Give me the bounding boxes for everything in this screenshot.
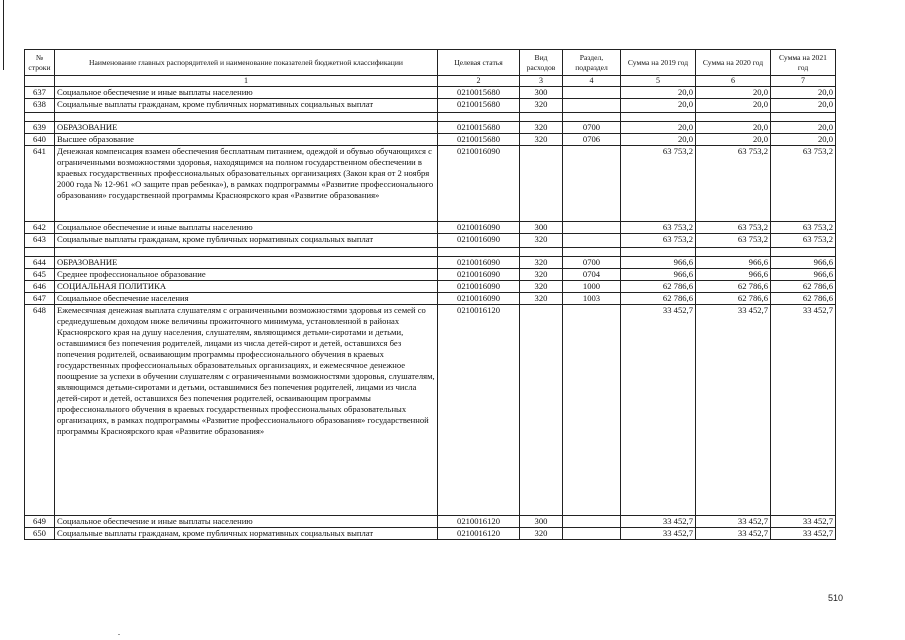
spacer-cell (25, 248, 55, 257)
header-2020: Сумма на 2020 год (696, 50, 771, 76)
spacer-cell (520, 113, 563, 122)
row-sum-2021: 33 452,7 (771, 528, 836, 540)
row-name: Денежная компенсация взамен обеспечения бесплатным питанием, одеждой и обувью обучающихся с ограниченными возможностями здоровья, находящимся на полном государственном обеспечении в краевых государственных профессиональных образовательных организациях (Закон края от 2 ноября 2000 года № 12-961 «О защите прав ребенка»), в рамках подпрограммы «Развитие профессионального образования» государственной программы Красноярского края «Развитие образования» (55, 146, 438, 222)
row-expense-type: 320 (520, 528, 563, 540)
index-cell: 4 (563, 76, 621, 87)
row-section (563, 234, 621, 248)
row-expense-type: 300 (520, 222, 563, 234)
row-sum-2020: 63 753,2 (696, 146, 771, 222)
row-section (563, 528, 621, 540)
row-sum-2019: 20,0 (621, 87, 696, 99)
row-sum-2021: 62 786,6 (771, 293, 836, 305)
row-section: 0700 (563, 122, 621, 134)
spacer-row (25, 248, 836, 257)
row-name: ОБРАЗОВАНИЕ (55, 257, 438, 269)
table-row (25, 134, 836, 146)
row-target-code: 0210016120 (438, 516, 520, 528)
row-target-code: 0210015680 (438, 134, 520, 146)
spacer-cell (55, 248, 438, 257)
row-sum-2020: 966,6 (696, 269, 771, 281)
row-number: 649 (25, 516, 55, 528)
row-section (563, 146, 621, 222)
row-number: 647 (25, 293, 55, 305)
row-expense-type: 320 (520, 281, 563, 293)
row-target-code: 0210016090 (438, 293, 520, 305)
row-sum-2021: 62 786,6 (771, 281, 836, 293)
row-sum-2021: 63 753,2 (771, 222, 836, 234)
row-name: Социальное обеспечение и иные выплаты населению (55, 222, 438, 234)
row-target-code: 0210015680 (438, 87, 520, 99)
row-sum-2020: 62 786,6 (696, 293, 771, 305)
row-sum-2020: 20,0 (696, 99, 771, 113)
row-sum-2021: 63 753,2 (771, 234, 836, 248)
row-section: 0704 (563, 269, 621, 281)
row-expense-type: 320 (520, 269, 563, 281)
row-sum-2019: 63 753,2 (621, 222, 696, 234)
row-sum-2020: 63 753,2 (696, 234, 771, 248)
row-number: 645 (25, 269, 55, 281)
table-row (25, 234, 836, 248)
row-section: 1000 (563, 281, 621, 293)
row-target-code: 0210015680 (438, 122, 520, 134)
spacer-cell (771, 248, 836, 257)
row-sum-2019: 33 452,7 (621, 305, 696, 516)
row-section: 1003 (563, 293, 621, 305)
row-sum-2019: 62 786,6 (621, 281, 696, 293)
table-row (25, 122, 836, 134)
spacer-cell (563, 113, 621, 122)
row-expense-type: 300 (520, 516, 563, 528)
row-sum-2020: 33 452,7 (696, 305, 771, 516)
row-target-code: 0210016090 (438, 269, 520, 281)
row-name: Высшее образование (55, 134, 438, 146)
row-sum-2019: 63 753,2 (621, 146, 696, 222)
row-expense-type (520, 305, 563, 516)
table-row (25, 281, 836, 293)
table-row (25, 516, 836, 528)
row-section (563, 222, 621, 234)
header-name: Наименование главных распорядителей и наименование показателей бюджетной классификации (55, 50, 438, 76)
index-cell (25, 76, 55, 87)
row-number: 641 (25, 146, 55, 222)
spacer-cell (520, 248, 563, 257)
index-cell: 5 (621, 76, 696, 87)
row-sum-2020: 966,6 (696, 257, 771, 269)
header-vid: Вид расходов (520, 50, 563, 76)
table-row (25, 293, 836, 305)
row-target-code: 0210016090 (438, 222, 520, 234)
index-cell: 7 (771, 76, 836, 87)
header-num: № строки (25, 50, 55, 76)
row-sum-2021: 20,0 (771, 134, 836, 146)
row-sum-2019: 62 786,6 (621, 293, 696, 305)
page-number: 510 (828, 593, 844, 603)
row-number: 648 (25, 305, 55, 516)
table-row (25, 269, 836, 281)
row-sum-2020: 63 753,2 (696, 222, 771, 234)
row-name: СОЦИАЛЬНАЯ ПОЛИТИКА (55, 281, 438, 293)
row-sum-2021: 20,0 (771, 122, 836, 134)
header-2021: Сумма на 2021 год (771, 50, 836, 76)
scan-speck (118, 634, 120, 635)
row-sum-2021: 63 753,2 (771, 146, 836, 222)
header-razd: Раздел, подраздел (563, 50, 621, 76)
row-name: Ежемесячная денежная выплата слушателям с ограниченными возможностями здоровья из семей со среднедушевым доходом ниже величины прожиточного минимума, установленной в районах Красноярского края на душу населения, слушателям, являющимся детьми-сиротами и детьми, оставшимися без попечения родителей, лицами из числа детей-сирот и детей, оставшихся без попечения родителей, осваивающим программы профессионального обучения в краевых государственных профессиональных образовательных организациях, и ежемесячное денежное поощрение за успехи в обучении слушателям с ограниченными возможностями здоровья, слушателям, являющимся детьми-сиротами и детьми, оставшимися без попечения родителей, лицами из числа детей-сирот и детей, оставшихся без попечения родителей, осваивающим программы профессионального обучения в краевых государственных профессиональных образовательных организациях, в рамках подпрограммы «Развитие профессионального образования» государственной программы Красноярского края «Развитие образования» (55, 305, 438, 516)
row-sum-2020: 20,0 (696, 87, 771, 99)
row-section (563, 99, 621, 113)
row-target-code: 0210016120 (438, 305, 520, 516)
spacer-cell (563, 248, 621, 257)
header-2019: Сумма на 2019 год (621, 50, 696, 76)
row-sum-2021: 20,0 (771, 87, 836, 99)
header-code: Целевая статья (438, 50, 520, 76)
table-row (25, 146, 836, 222)
row-section: 0706 (563, 134, 621, 146)
row-number: 650 (25, 528, 55, 540)
row-name: Социальные выплаты гражданам, кроме публичных нормативных социальных выплат (55, 234, 438, 248)
row-expense-type: 320 (520, 134, 563, 146)
row-section (563, 516, 621, 528)
spacer-cell (621, 248, 696, 257)
budget-table (24, 49, 836, 540)
row-sum-2019: 63 753,2 (621, 234, 696, 248)
row-name: Среднее профессиональное образование (55, 269, 438, 281)
row-sum-2020: 20,0 (696, 134, 771, 146)
row-name: Социальные выплаты гражданам, кроме публичных нормативных социальных выплат (55, 99, 438, 113)
row-name: ОБРАЗОВАНИЕ (55, 122, 438, 134)
spacer-row (25, 113, 836, 122)
row-name: Социальное обеспечение и иные выплаты населению (55, 516, 438, 528)
row-number: 646 (25, 281, 55, 293)
row-sum-2020: 33 452,7 (696, 516, 771, 528)
index-row (25, 76, 836, 87)
row-sum-2021: 33 452,7 (771, 516, 836, 528)
spacer-cell (55, 113, 438, 122)
row-expense-type: 320 (520, 99, 563, 113)
row-expense-type: 300 (520, 87, 563, 99)
row-expense-type: 320 (520, 122, 563, 134)
row-target-code: 0210015680 (438, 99, 520, 113)
row-target-code: 0210016090 (438, 234, 520, 248)
row-expense-type: 320 (520, 234, 563, 248)
index-cell: 6 (696, 76, 771, 87)
row-number: 638 (25, 99, 55, 113)
spacer-cell (438, 113, 520, 122)
spacer-cell (696, 248, 771, 257)
row-number: 639 (25, 122, 55, 134)
table-row (25, 99, 836, 113)
table-row (25, 257, 836, 269)
row-number: 644 (25, 257, 55, 269)
row-sum-2020: 62 786,6 (696, 281, 771, 293)
table-row (25, 222, 836, 234)
page-left-edge-line (3, 0, 4, 70)
row-sum-2021: 966,6 (771, 257, 836, 269)
row-expense-type: 320 (520, 293, 563, 305)
spacer-cell (438, 248, 520, 257)
row-target-code: 0210016090 (438, 146, 520, 222)
row-sum-2019: 966,6 (621, 269, 696, 281)
row-sum-2019: 20,0 (621, 99, 696, 113)
row-target-code: 0210016090 (438, 257, 520, 269)
table-row (25, 305, 836, 516)
row-sum-2021: 33 452,7 (771, 305, 836, 516)
spacer-cell (621, 113, 696, 122)
header-row (25, 50, 836, 76)
spacer-cell (696, 113, 771, 122)
row-section (563, 87, 621, 99)
row-name: Социальное обеспечение населения (55, 293, 438, 305)
row-expense-type: 320 (520, 257, 563, 269)
row-sum-2021: 966,6 (771, 269, 836, 281)
row-number: 643 (25, 234, 55, 248)
table-row (25, 528, 836, 540)
row-name: Социальные выплаты гражданам, кроме публичных нормативных социальных выплат (55, 528, 438, 540)
spacer-cell (771, 113, 836, 122)
row-sum-2020: 20,0 (696, 122, 771, 134)
row-target-code: 0210016090 (438, 281, 520, 293)
row-sum-2019: 33 452,7 (621, 516, 696, 528)
spacer-cell (25, 113, 55, 122)
index-cell: 3 (520, 76, 563, 87)
row-expense-type (520, 146, 563, 222)
row-sum-2019: 966,6 (621, 257, 696, 269)
row-number: 637 (25, 87, 55, 99)
row-number: 640 (25, 134, 55, 146)
index-cell: 1 (55, 76, 438, 87)
row-sum-2019: 20,0 (621, 134, 696, 146)
row-sum-2019: 20,0 (621, 122, 696, 134)
row-sum-2020: 33 452,7 (696, 528, 771, 540)
row-name: Социальное обеспечение и иные выплаты населению (55, 87, 438, 99)
table-row (25, 87, 836, 99)
row-section: 0700 (563, 257, 621, 269)
index-cell: 2 (438, 76, 520, 87)
row-sum-2021: 20,0 (771, 99, 836, 113)
row-sum-2019: 33 452,7 (621, 528, 696, 540)
row-number: 642 (25, 222, 55, 234)
row-section (563, 305, 621, 516)
row-target-code: 0210016120 (438, 528, 520, 540)
